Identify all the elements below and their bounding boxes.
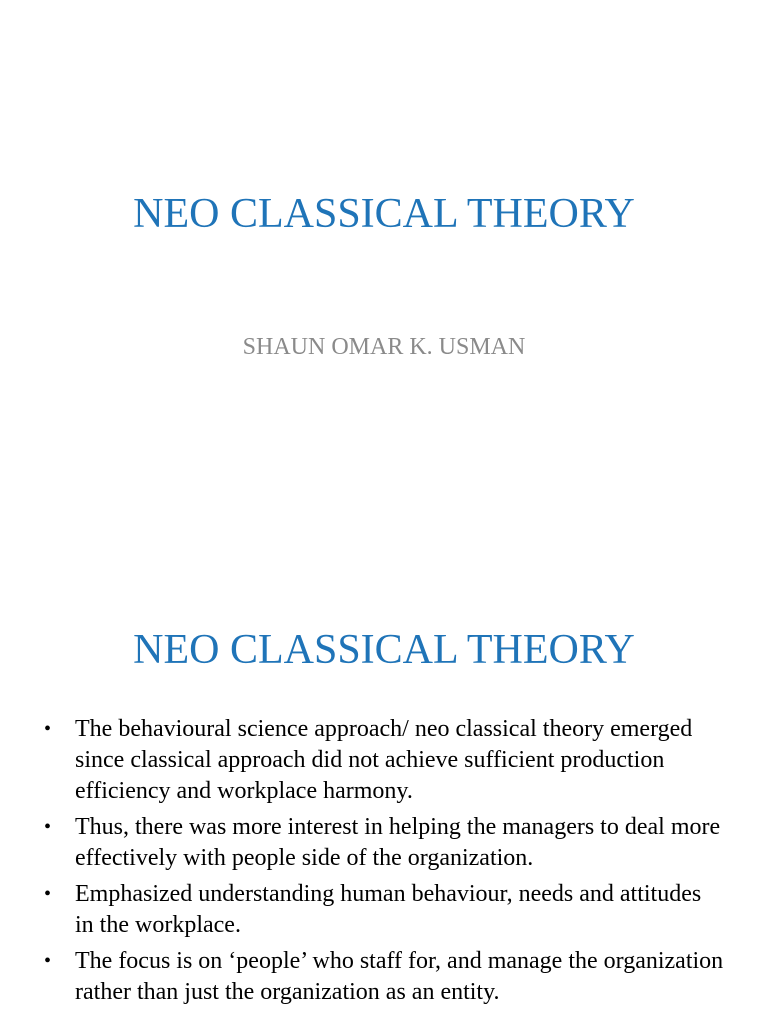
content-slide-title: NEO CLASSICAL THEORY bbox=[133, 627, 635, 673]
bullet-item bbox=[44, 812, 724, 874]
bullet-marker: • bbox=[44, 718, 52, 740]
bullet-item bbox=[44, 714, 724, 807]
bullet-list bbox=[44, 714, 724, 1013]
bullet-marker: • bbox=[44, 883, 52, 905]
bullet-text: The behavioural science approach/ neo classical theory emerged since classical approach did not achieve sufficient production efficiency and workplace harmony. bbox=[75, 716, 693, 804]
bullet-marker: • bbox=[44, 816, 52, 838]
bullet-text: Emphasized understanding human behaviour, needs and attitudes in the workplace. bbox=[75, 881, 702, 938]
bullet-text: Thus, there was more interest in helping the managers to deal more effectively with people side of the organization. bbox=[75, 814, 721, 871]
bullet-marker: • bbox=[44, 950, 52, 972]
slide-title: NEO CLASSICAL THEORY bbox=[133, 191, 635, 237]
bullet-item bbox=[44, 946, 724, 1008]
content-slide bbox=[0, 576, 768, 1024]
bullet-item bbox=[44, 879, 724, 941]
bullet-text: The focus is on ‘people’ who staff for, and manage the organization rather than just the organization as an entity. bbox=[75, 948, 724, 1005]
author-subtitle: SHAUN OMAR K. USMAN bbox=[242, 334, 526, 360]
